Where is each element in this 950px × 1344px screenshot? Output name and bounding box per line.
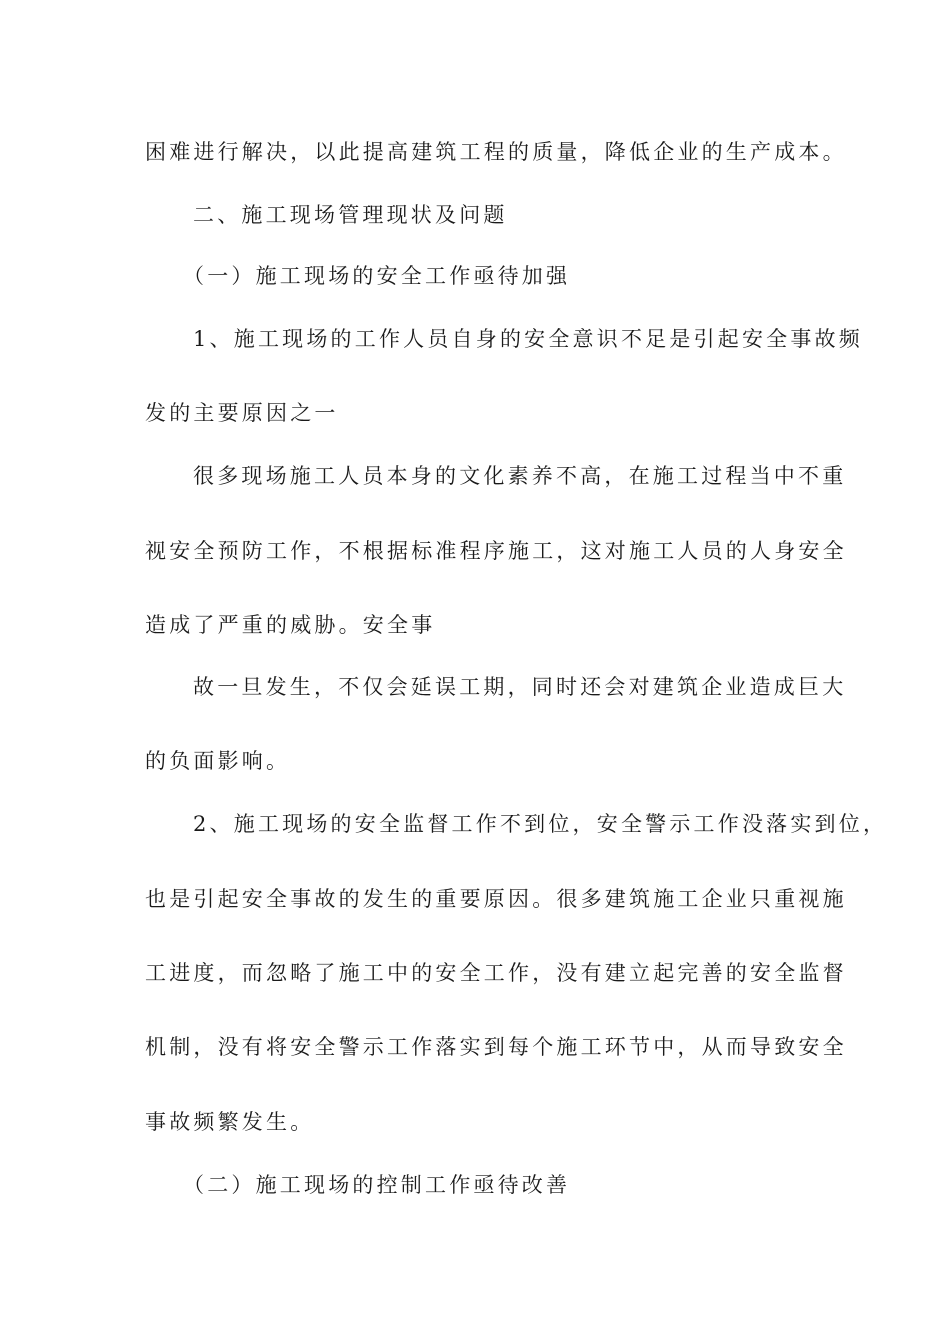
paragraph-line: 1、施工现场的工作人员自身的安全意识不足是引起安全事故频 [193,327,863,351]
paragraph-line: 故一旦发生，不仅会延误工期，同时还会对建筑企业造成巨大 [193,675,847,699]
paragraph-line: 2、施工现场的安全监督工作不到位，安全警示工作没落实到位， [193,812,888,836]
subsection-heading: （二）施工现场的控制工作亟待改善 [183,1173,571,1197]
paragraph-line: 困难进行解决，以此提高建筑工程的质量，降低企业的生产成本。 [145,140,847,164]
paragraph-line: 机制，没有将安全警示工作落实到每个施工环节中，从而导致安全 [145,1035,847,1059]
paragraph-line: 很多现场施工人员本身的文化素养不高，在施工过程当中不重 [193,464,847,488]
subsection-heading: （一）施工现场的安全工作亟待加强 [183,264,571,288]
paragraph-line: 造成了严重的威胁。安全事 [145,613,436,637]
section-heading: 二、施工现场管理现状及问题 [193,203,508,227]
paragraph-line: 发的主要原因之一 [145,401,339,425]
paragraph-line: 的负面影响。 [145,749,291,773]
paragraph-line: 工进度，而忽略了施工中的安全工作，没有建立起完善的安全监督 [145,961,847,985]
paragraph-line: 事故频繁发生。 [145,1110,315,1134]
paragraph-line: 视安全预防工作，不根据标准程序施工，这对施工人员的人身安全 [145,539,847,563]
paragraph-line: 也是引起安全事故的发生的重要原因。很多建筑施工企业只重视施 [145,887,847,911]
